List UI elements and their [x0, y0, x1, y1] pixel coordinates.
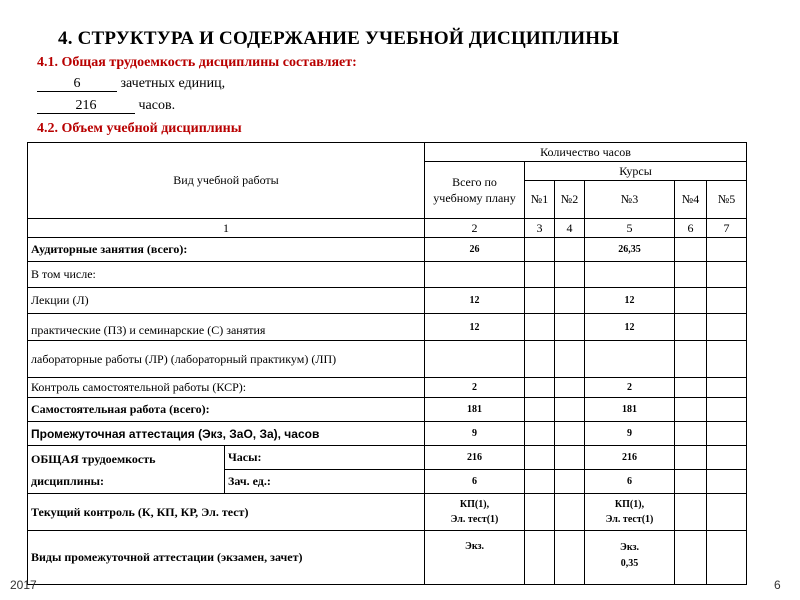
page-number: 6 [774, 578, 781, 592]
cell-course-3 [585, 531, 675, 585]
cell-total: 9 [425, 422, 525, 446]
header-work-type: Вид учебной работы [28, 143, 425, 219]
row-label: Самостоятельная работа (всего): [28, 398, 425, 422]
credits-value: 6 [37, 76, 117, 92]
cell-line: КП(1), [459, 499, 490, 510]
col-number-7: 7 [707, 219, 747, 238]
row-label: практические (ПЗ) и семинарские (С) занятия [28, 314, 425, 341]
cell-course-3: 181 [585, 398, 675, 422]
cell-course-3: 26,35 [585, 238, 675, 262]
row-label: Часы: [225, 446, 425, 470]
col-number-2: 2 [425, 219, 525, 238]
table-row [28, 446, 747, 470]
header-course-1: №1 [525, 181, 555, 219]
row-label: Текущий контроль (К, КП, КР, Эл. тест) [28, 494, 425, 531]
footer-year: 2017 [10, 578, 37, 592]
hours-line [37, 98, 175, 114]
credits-label: зачетных единиц, [120, 76, 226, 91]
cell-course-3 [585, 494, 675, 531]
cell-total: 181 [425, 398, 525, 422]
header-course-2: №2 [555, 181, 585, 219]
cell-line: КП(1), [614, 499, 645, 510]
row-label: Лекции (Л) [28, 288, 425, 314]
cell-total: 12 [425, 288, 525, 314]
subsection-4-2-heading: 4.2. Объем учебной дисциплины [37, 121, 242, 136]
cell-line: 0,35 [620, 558, 639, 569]
cell-total: 26 [425, 238, 525, 262]
table-row [28, 262, 747, 288]
table-row [28, 341, 747, 378]
col-number-4: 4 [555, 219, 585, 238]
cell-total: 2 [425, 378, 525, 398]
table-row [28, 422, 747, 446]
hours-label: часов. [138, 98, 176, 113]
header-course-5: №5 [707, 181, 747, 219]
subsection-4-1-heading: 4.1. Общая трудоемкость дисциплины составляет: [37, 55, 357, 70]
cell-course-3: 12 [585, 314, 675, 341]
header-total: Всего по учебному плану [425, 162, 525, 219]
row-label: Зач. ед.: [225, 470, 425, 494]
cell-total: 12 [425, 314, 525, 341]
cell-course-3: 12 [585, 288, 675, 314]
cell-course-3: 2 [585, 378, 675, 398]
table-row [28, 494, 747, 531]
cell-total: 6 [425, 470, 525, 494]
header-course-3: №3 [585, 181, 675, 219]
col-number-3: 3 [525, 219, 555, 238]
table-row [28, 531, 747, 585]
cell-course-3: 6 [585, 470, 675, 494]
cell-total: 216 [425, 446, 525, 470]
cell-course-3: 9 [585, 422, 675, 446]
col-number-1: 1 [28, 219, 425, 238]
row-label: Контроль самостоятельной работы (КСР): [28, 378, 425, 398]
col-number-6: 6 [675, 219, 707, 238]
table-row [28, 238, 747, 262]
header-hours: Количество часов [425, 143, 747, 162]
cell-line: Эл. тест(1) [605, 514, 654, 525]
cell-total: Экз. [425, 531, 525, 585]
header-course-4: №4 [675, 181, 707, 219]
table-row [28, 288, 747, 314]
hours-value: 216 [37, 98, 135, 114]
credits-line [37, 76, 225, 92]
section-title: 4. СТРУКТУРА И СОДЕРЖАНИЕ УЧЕБНОЙ ДИСЦИПЛИНЫ [58, 28, 620, 49]
cell-total [425, 494, 525, 531]
row-label: лабораторные работы (ЛР) (лабораторный практикум) (ЛП) [28, 341, 425, 378]
cell-line: Эл. тест(1) [450, 514, 499, 525]
row-label: В том числе: [28, 262, 425, 288]
cell-line: Экз. [620, 542, 639, 553]
table-row [28, 398, 747, 422]
cell-course-3: 216 [585, 446, 675, 470]
row-label-overall: ОБЩАЯ трудоемкость дисциплины: [28, 446, 225, 494]
row-label: Аудиторные занятия (всего): [28, 238, 425, 262]
col-number-5: 5 [585, 219, 675, 238]
header-courses: Курсы [525, 162, 747, 181]
row-label: Виды промежуточной аттестации (экзамен, зачет) [28, 531, 425, 585]
table-row [28, 314, 747, 341]
row-label: Промежуточная аттестация (Экз, ЗаО, За), часов [28, 422, 425, 446]
table-row [28, 378, 747, 398]
discipline-volume-table [27, 142, 747, 585]
